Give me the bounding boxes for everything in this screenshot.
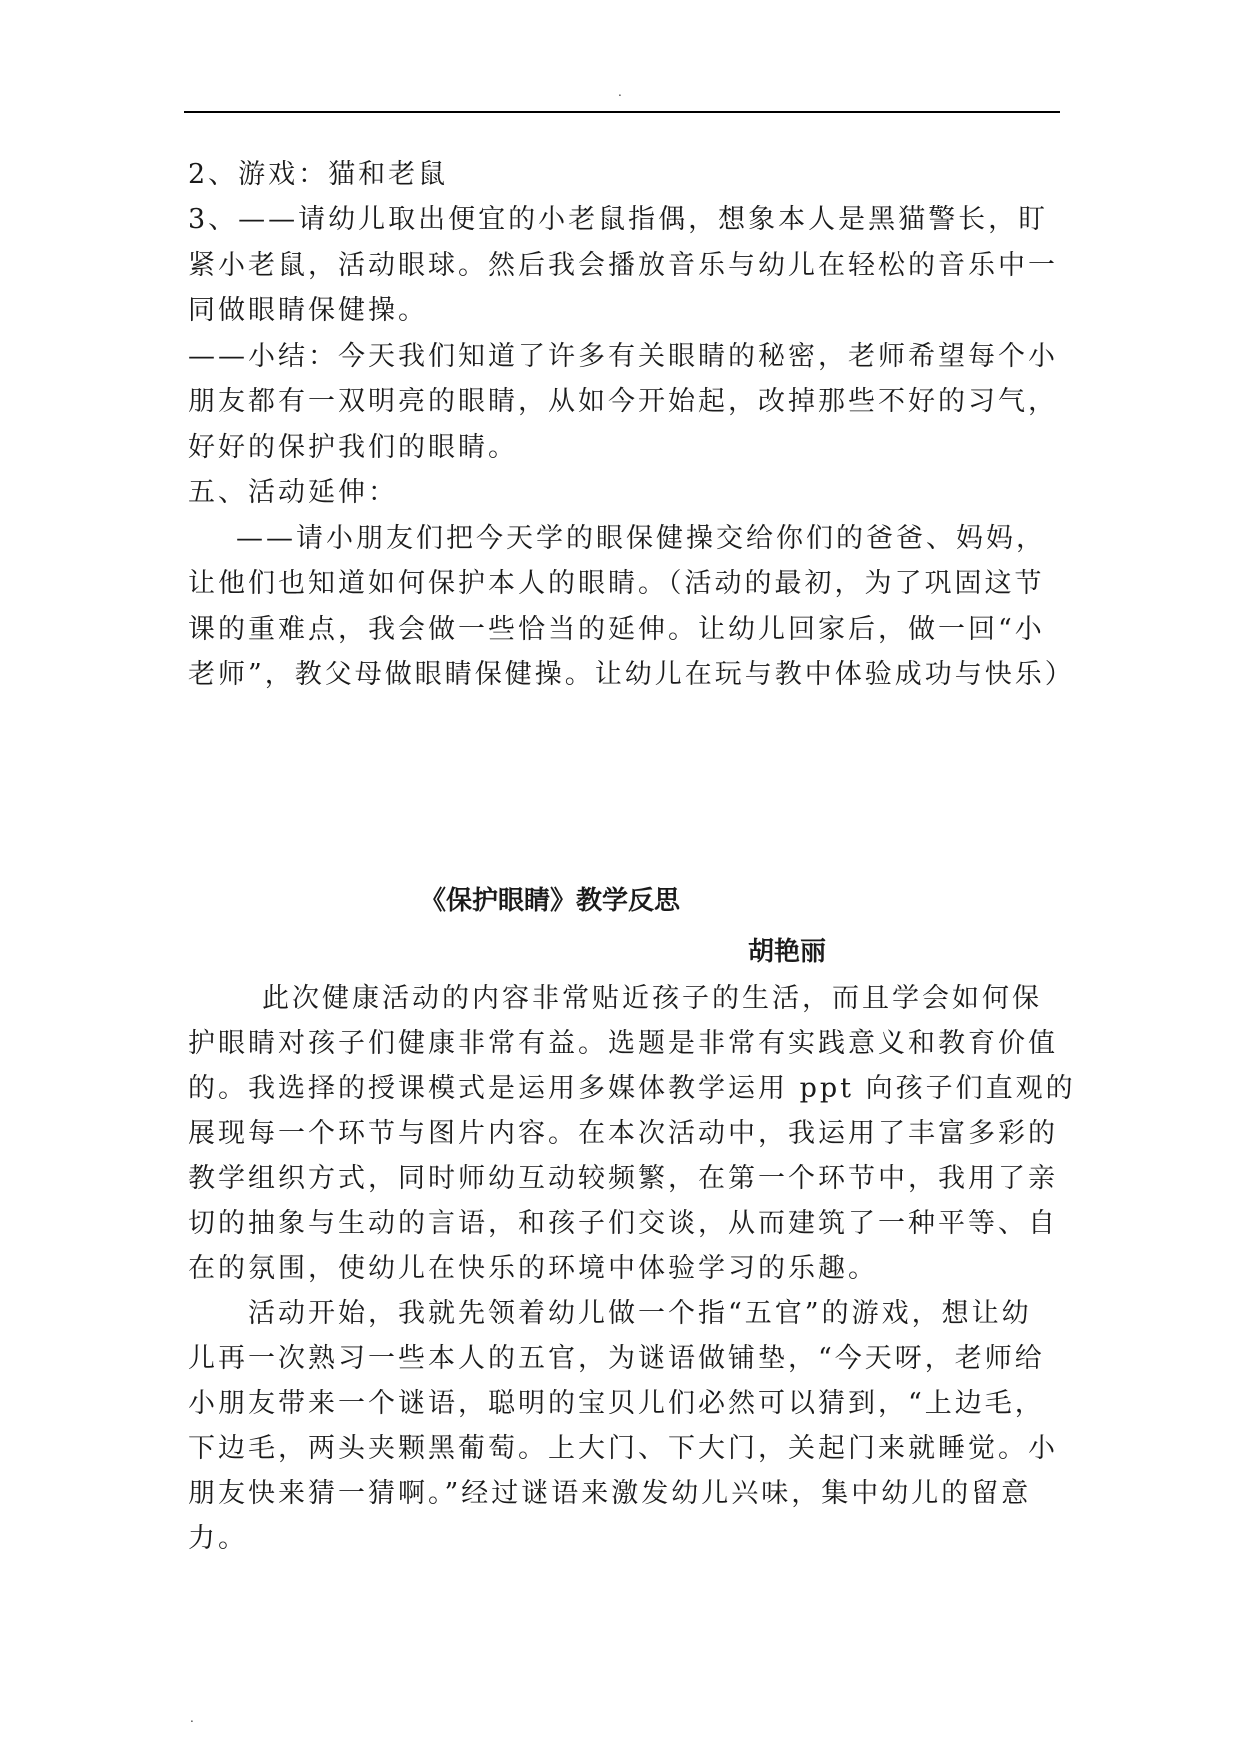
paragraph-line: 紧小老鼠，活动眼球。然后我会播放音乐与幼儿在轻松的音乐中一 [188, 250, 1058, 281]
reflection-title: 《保护眼睛》教学反思 [420, 886, 681, 916]
paragraph-line: 力。 [188, 1523, 248, 1554]
paragraph-line: 让他们也知道如何保护本人的眼睛。（活动的最初，为了巩固这节 [188, 568, 1045, 599]
header-dot: . [618, 85, 622, 99]
paragraph-line: 同做眼睛保健操。 [188, 295, 428, 326]
footer-dot: . [190, 1711, 194, 1725]
paragraph-line: 的。我选择的授课模式是运用多媒体教学运用 ppt 向孩子们直观的 [188, 1073, 1076, 1104]
paragraph-line: 活动开始，我就先领着幼儿做一个指“五官”的游戏，想让幼 [248, 1298, 1032, 1329]
paragraph-line: 下边毛，两头夹颗黑葡萄。上大门、下大门，关起门来就睡觉。小 [188, 1433, 1058, 1464]
author-name: 胡艳丽 [748, 937, 827, 967]
paragraph-line: ——请小朋友们把今天学的眼保健操交给你们的爸爸、妈妈， [236, 523, 1046, 554]
paragraph-line: 朋友快来猜一猜啊。”经过谜语来激发幼儿兴味，集中幼儿的留意 [188, 1478, 1032, 1509]
paragraph-line: 2、游戏：猫和老鼠 [188, 159, 449, 190]
paragraph-line: 此次健康活动的内容非常贴近孩子的生活，而且学会如何保 [262, 983, 1042, 1014]
paragraph-line: 展现每一个环节与图片内容。在本次活动中，我运用了丰富多彩的 [188, 1118, 1058, 1149]
paragraph-line: 儿再一次熟习一些本人的五官，为谜语做铺垫，“今天呀，老师给 [188, 1343, 1045, 1374]
paragraph-line: 小朋友带来一个谜语，聪明的宝贝儿们必然可以猜到，“上边毛， [188, 1388, 1045, 1419]
paragraph-line: 在的氛围，使幼儿在快乐的环境中体验学习的乐趣。 [188, 1253, 878, 1284]
paragraph-line: 老师”，教父母做眼睛保健操。让幼儿在玩与教中体验成功与快乐） [188, 659, 1075, 690]
paragraph-line: ——小结：今天我们知道了许多有关眼睛的秘密，老师希望每个小 [188, 341, 1058, 372]
section-heading: 五、活动延伸： [188, 477, 398, 508]
paragraph-line: 教学组织方式，同时师幼互动较频繁，在第一个环节中，我用了亲 [188, 1163, 1058, 1194]
paragraph-line: 3、——请幼儿取出便宜的小老鼠指偶，想象本人是黑猫警长，盯 [188, 204, 1049, 235]
paragraph-line: 护眼睛对孩子们健康非常有益。选题是非常有实践意义和教育价值 [188, 1028, 1058, 1059]
paragraph-line: 课的重难点，我会做一些恰当的延伸。让幼儿回家后，做一回“小 [188, 614, 1045, 645]
paragraph-line: 好好的保护我们的眼睛。 [188, 432, 518, 463]
header-rule [184, 111, 1060, 113]
paragraph-line: 切的抽象与生动的言语，和孩子们交谈，从而建筑了一种平等、自 [188, 1208, 1058, 1239]
paragraph-line: 朋友都有一双明亮的眼睛，从如今开始起，改掉那些不好的习气， [188, 386, 1058, 417]
